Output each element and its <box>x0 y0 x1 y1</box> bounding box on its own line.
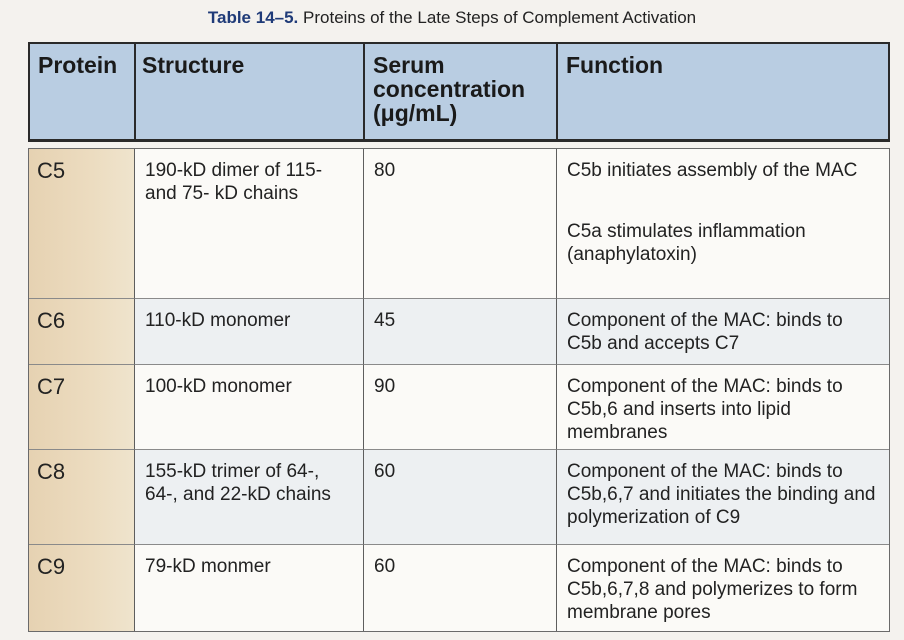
cell-serum: 90 <box>364 365 557 450</box>
header-protein: Protein <box>30 44 136 139</box>
table-title <box>0 8 904 28</box>
cell-structure: 155-kD trimer of 64-, 64-, and 22-kD chains <box>135 450 364 545</box>
cell-protein: C6 <box>29 299 135 365</box>
cell-serum: 45 <box>364 299 557 365</box>
cell-structure: 79-kD monmer <box>135 545 364 631</box>
function-text: C5b initiates assembly of the MAC <box>567 160 858 181</box>
table-number: Table 14–5. <box>207 8 299 27</box>
cell-protein: C8 <box>29 450 135 545</box>
table-body <box>28 148 890 632</box>
cell-structure: 100-kD monomer <box>135 365 364 450</box>
cell-function <box>557 149 889 299</box>
cell-serum: 80 <box>364 149 557 299</box>
cell-function: Component of the MAC: binds to C5b,6,7 and initiates the binding and polymerization of C9 <box>557 450 889 545</box>
header-function: Function <box>566 52 664 78</box>
cell-structure: 190-kD dimer of 115- and 75- kD chains <box>135 149 364 299</box>
function-text-2: C5a stimulates inflammation (anaphylatoxin) <box>567 221 806 265</box>
header-structure: Structure <box>136 44 365 139</box>
cell-function: Component of the MAC: binds to C5b,6 and inserts into lipid membranes <box>557 365 889 450</box>
cell-function: Component of the MAC: binds to C5b and accepts C7 <box>557 299 889 365</box>
cell-protein: C9 <box>29 545 135 631</box>
header-serum: Serum concentration (μg/mL) <box>365 44 558 139</box>
cell-protein: C7 <box>29 365 135 450</box>
cell-structure: 110-kD monomer <box>135 299 364 365</box>
cell-serum: 60 <box>364 450 557 545</box>
table-header <box>28 42 890 142</box>
cell-protein: C5 <box>29 149 135 299</box>
cell-function: Component of the MAC: binds to C5b,6,7,8 and polymerizes to form membrane pores <box>557 545 889 631</box>
table-caption: Proteins of the Late Steps of Complement Activation <box>303 8 697 27</box>
cell-serum: 60 <box>364 545 557 631</box>
